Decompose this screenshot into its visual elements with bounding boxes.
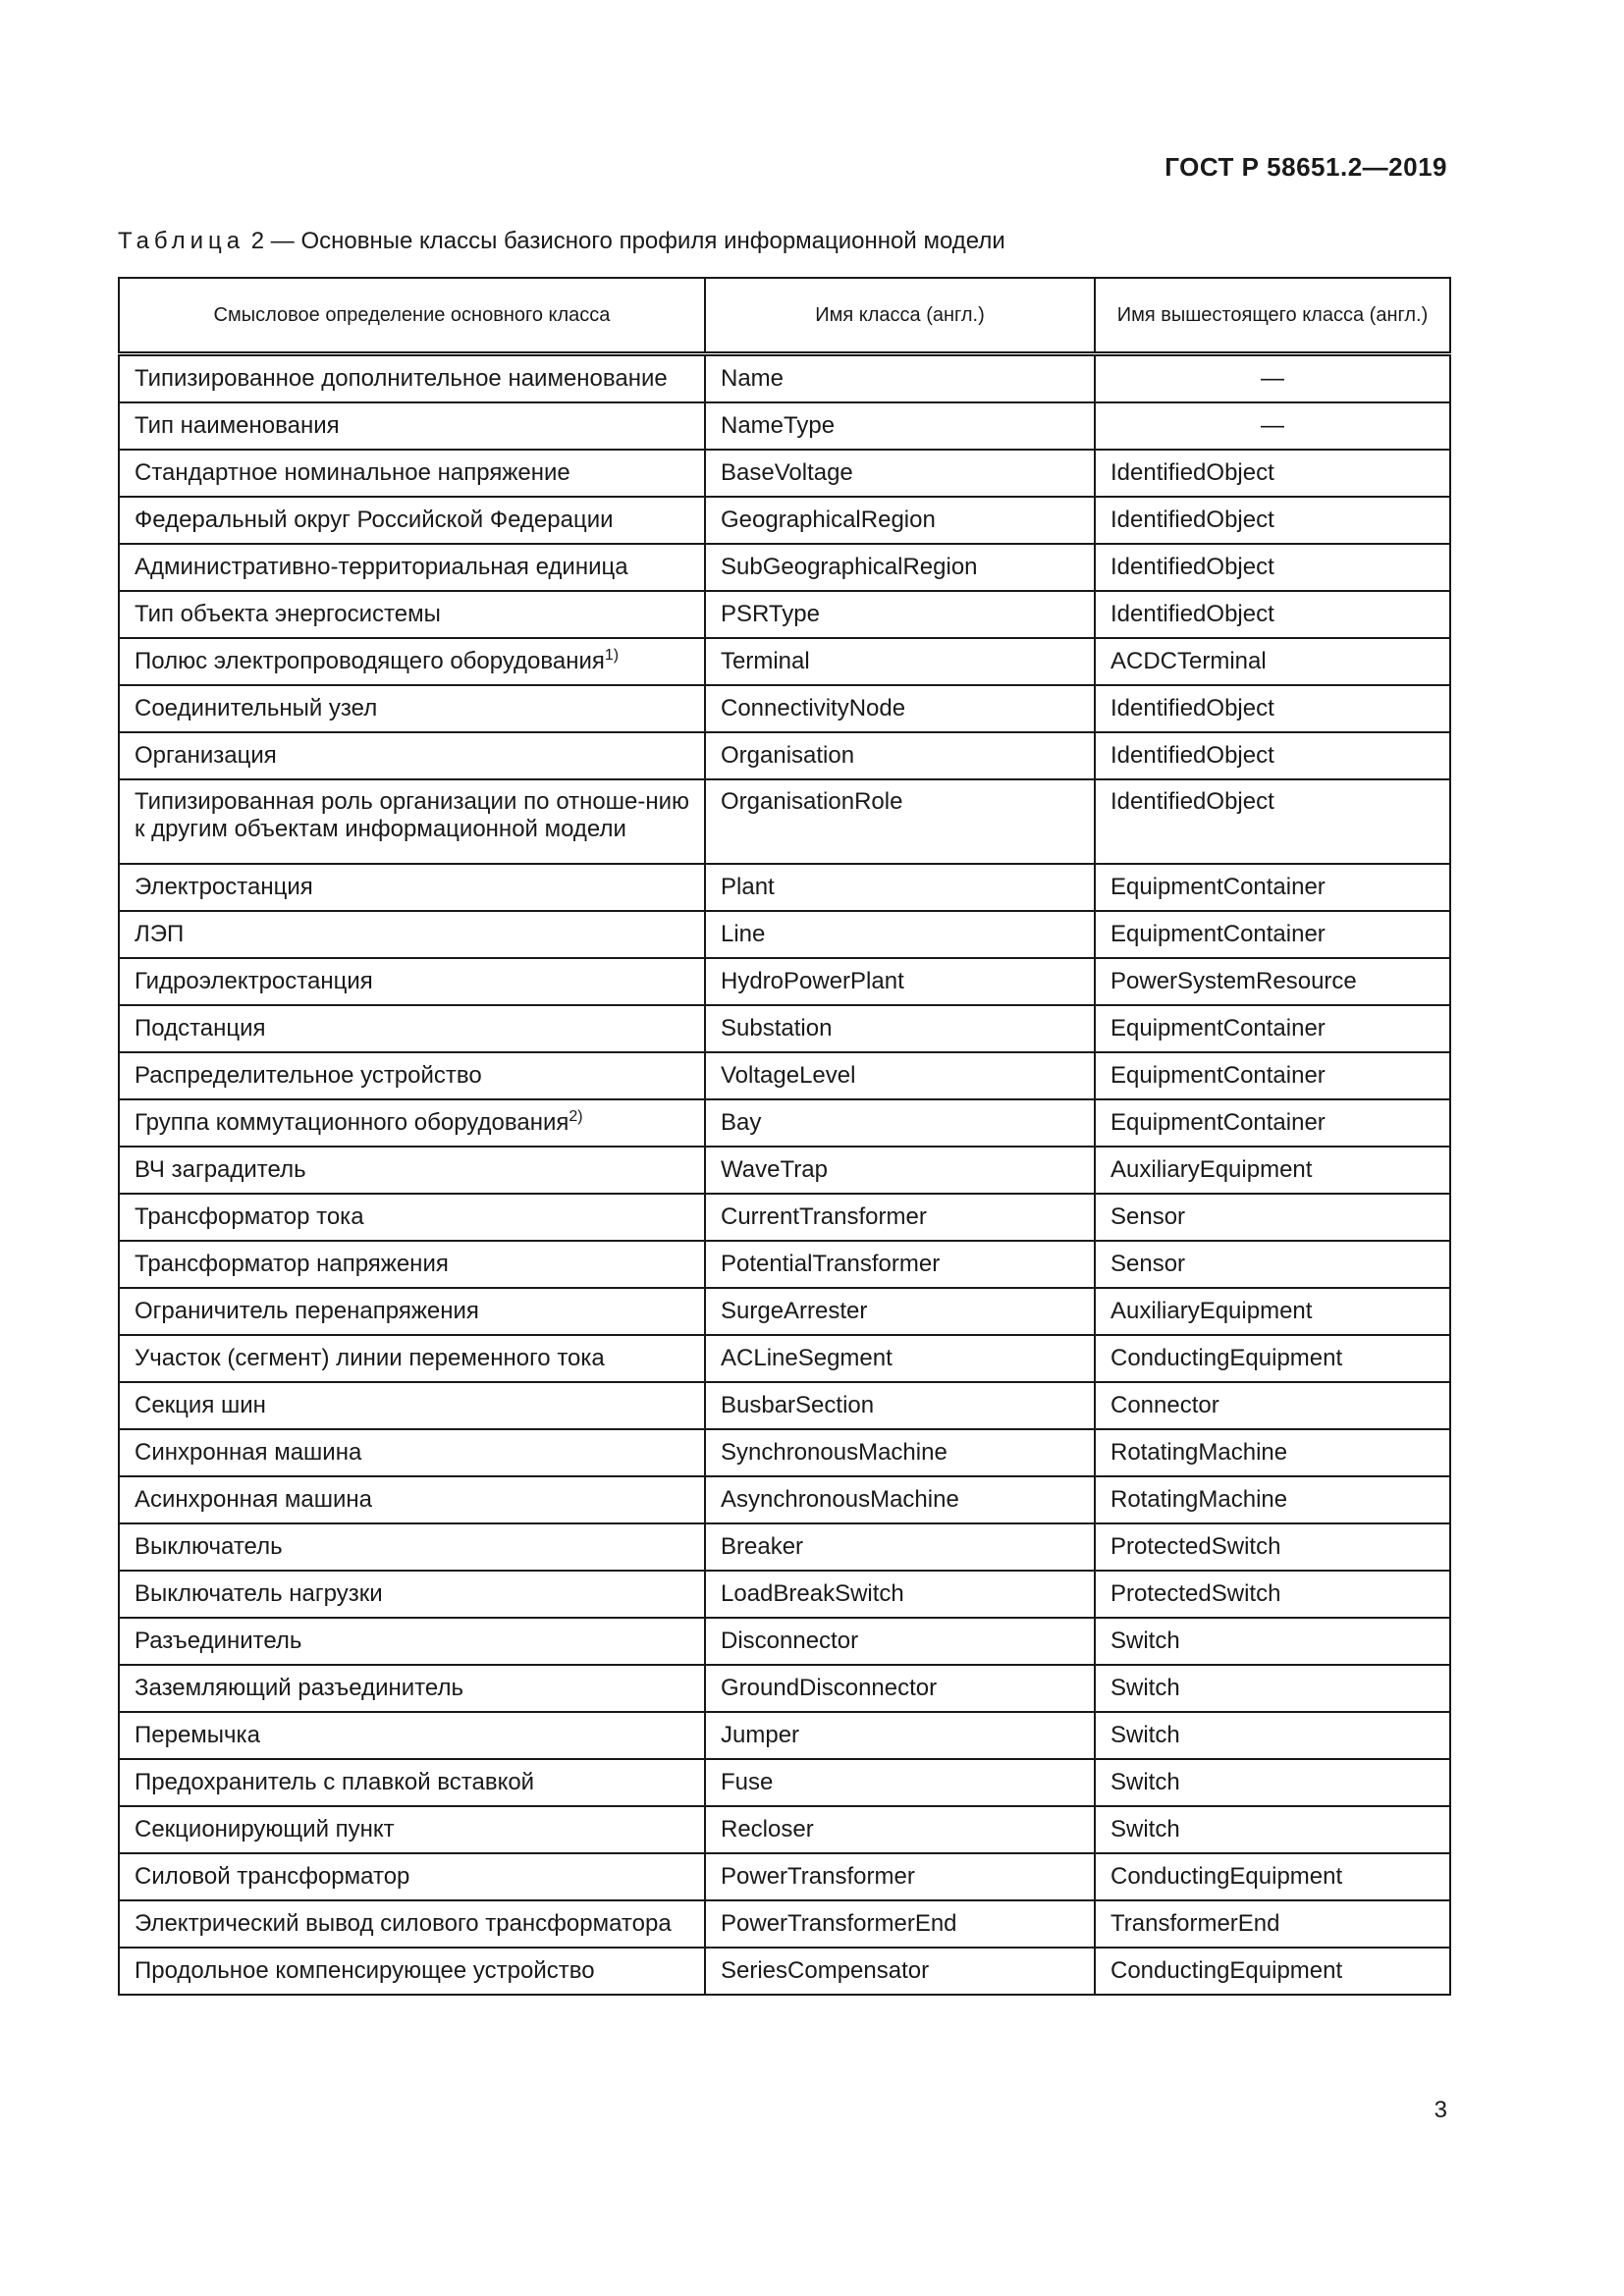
cell-parent-class: IdentifiedObject — [1095, 450, 1450, 497]
definition-text: Выключатель — [135, 1533, 283, 1560]
table-row — [119, 1712, 1450, 1759]
cell-definition — [119, 544, 705, 591]
cell-class-name: Bay — [705, 1099, 1095, 1147]
cell-definition — [119, 1429, 705, 1476]
table-row — [119, 402, 1450, 450]
cell-parent-class: Switch — [1095, 1806, 1450, 1853]
table-row — [119, 1194, 1450, 1241]
cell-definition — [119, 638, 705, 685]
table-row — [119, 1147, 1450, 1194]
definition-text: Административно-территориальная единица — [135, 554, 628, 580]
cell-class-name: Fuse — [705, 1759, 1095, 1806]
cell-parent-class: IdentifiedObject — [1095, 779, 1450, 864]
table-header-row — [119, 278, 1450, 354]
classes-table — [118, 277, 1451, 1996]
table-row — [119, 1005, 1450, 1052]
cell-definition — [119, 1241, 705, 1288]
table-row — [119, 1288, 1450, 1335]
cell-parent-class: Connector — [1095, 1382, 1450, 1429]
table-row — [119, 1523, 1450, 1571]
cell-definition — [119, 497, 705, 544]
cell-class-name: HydroPowerPlant — [705, 958, 1095, 1005]
definition-text: ЛЭП — [135, 921, 185, 947]
cell-class-name: SurgeArrester — [705, 1288, 1095, 1335]
cell-definition — [119, 1288, 705, 1335]
footnote-marker: 2) — [568, 1108, 583, 1125]
cell-definition — [119, 685, 705, 732]
table-row — [119, 591, 1450, 638]
table-row — [119, 354, 1450, 403]
cell-parent-class: PowerSystemResource — [1095, 958, 1450, 1005]
definition-text: Предохранитель с плавкой вставкой — [135, 1769, 535, 1795]
definition-text: Полюс электропроводящего оборудования — [135, 648, 605, 674]
cell-class-name: LoadBreakSwitch — [705, 1571, 1095, 1618]
cell-parent-class: EquipmentContainer — [1095, 1052, 1450, 1099]
definition-text: Продольное компенсирующее устройство — [135, 1957, 595, 1984]
table-row — [119, 1665, 1450, 1712]
cell-parent-class: ConductingEquipment — [1095, 1335, 1450, 1382]
cell-class-name: AsynchronousMachine — [705, 1476, 1095, 1523]
cell-definition — [119, 1099, 705, 1147]
table-row — [119, 1052, 1450, 1099]
cell-class-name: PSRType — [705, 591, 1095, 638]
document-header: ГОСТ Р 58651.2—2019 — [1164, 152, 1447, 182]
table-row — [119, 1618, 1450, 1665]
cell-definition — [119, 1759, 705, 1806]
table-row — [119, 1571, 1450, 1618]
cell-class-name: Recloser — [705, 1806, 1095, 1853]
cell-class-name: Organisation — [705, 732, 1095, 779]
cell-definition — [119, 1476, 705, 1523]
table-row — [119, 1806, 1450, 1853]
cell-definition — [119, 1571, 705, 1618]
table-row — [119, 638, 1450, 685]
cell-definition — [119, 958, 705, 1005]
cell-parent-class: EquipmentContainer — [1095, 1099, 1450, 1147]
definition-text: Электрический вывод силового трансформатора — [135, 1910, 672, 1937]
cell-class-name: PotentialTransformer — [705, 1241, 1095, 1288]
caption-text: 2 — Основные классы базисного профиля информационной модели — [244, 228, 1005, 254]
cell-parent-class: Switch — [1095, 1618, 1450, 1665]
definition-text: Типизированная роль организации по отноше-нию к другим объектам информационной модели — [135, 788, 689, 842]
cell-parent-class: IdentifiedObject — [1095, 591, 1450, 638]
cell-parent-class: RotatingMachine — [1095, 1476, 1450, 1523]
definition-text: Трансформатор тока — [135, 1203, 364, 1230]
cell-definition — [119, 1382, 705, 1429]
cell-parent-class: RotatingMachine — [1095, 1429, 1450, 1476]
cell-parent-class: — — [1095, 354, 1450, 403]
cell-definition — [119, 591, 705, 638]
cell-class-name: ConnectivityNode — [705, 685, 1095, 732]
caption-prefix: Таблица — [118, 228, 245, 254]
table-row — [119, 958, 1450, 1005]
definition-text: Секционирующий пункт — [135, 1816, 395, 1842]
definition-text: Ограничитель перенапряжения — [135, 1298, 479, 1324]
definition-text: Перемычка — [135, 1722, 260, 1748]
cell-parent-class: IdentifiedObject — [1095, 732, 1450, 779]
table-row — [119, 450, 1450, 497]
cell-definition — [119, 1712, 705, 1759]
cell-definition — [119, 402, 705, 450]
cell-class-name: Name — [705, 354, 1095, 403]
table-row — [119, 685, 1450, 732]
cell-definition — [119, 1665, 705, 1712]
cell-parent-class: Switch — [1095, 1759, 1450, 1806]
table-caption — [118, 228, 1005, 255]
table-row — [119, 1429, 1450, 1476]
cell-definition — [119, 354, 705, 403]
cell-parent-class: AuxiliaryEquipment — [1095, 1288, 1450, 1335]
cell-parent-class: IdentifiedObject — [1095, 544, 1450, 591]
cell-parent-class: IdentifiedObject — [1095, 685, 1450, 732]
table-row — [119, 497, 1450, 544]
table-row — [119, 1853, 1450, 1900]
definition-text: Трансформатор напряжения — [135, 1251, 449, 1277]
cell-class-name: SeriesCompensator — [705, 1948, 1095, 1995]
table-row — [119, 1241, 1450, 1288]
definition-text: Группа коммутационного оборудования — [135, 1109, 569, 1136]
cell-class-name: Plant — [705, 864, 1095, 911]
cell-class-name: GroundDisconnector — [705, 1665, 1095, 1712]
cell-definition — [119, 1335, 705, 1382]
table-body — [119, 354, 1450, 1996]
cell-class-name: VoltageLevel — [705, 1052, 1095, 1099]
definition-text: Стандартное номинальное напряжение — [135, 459, 570, 486]
cell-class-name: BaseVoltage — [705, 450, 1095, 497]
cell-definition — [119, 1806, 705, 1853]
cell-class-name: Substation — [705, 1005, 1095, 1052]
cell-parent-class: AuxiliaryEquipment — [1095, 1147, 1450, 1194]
cell-definition — [119, 1618, 705, 1665]
definition-text: Соединительный узел — [135, 695, 378, 721]
cell-parent-class: EquipmentContainer — [1095, 1005, 1450, 1052]
cell-parent-class: Sensor — [1095, 1194, 1450, 1241]
page-number: 3 — [1434, 2097, 1447, 2123]
cell-definition — [119, 450, 705, 497]
cell-definition — [119, 1948, 705, 1995]
cell-parent-class: ProtectedSwitch — [1095, 1571, 1450, 1618]
cell-definition — [119, 911, 705, 958]
definition-text: Секция шин — [135, 1392, 266, 1418]
definition-text: Организация — [135, 742, 277, 769]
cell-parent-class: TransformerEnd — [1095, 1900, 1450, 1948]
table-row — [119, 911, 1450, 958]
cell-definition — [119, 1900, 705, 1948]
cell-class-name: Line — [705, 911, 1095, 958]
cell-definition — [119, 864, 705, 911]
definition-text: Гидроэлектростанция — [135, 968, 373, 994]
cell-parent-class: ProtectedSwitch — [1095, 1523, 1450, 1571]
table-row — [119, 544, 1450, 591]
cell-parent-class: Sensor — [1095, 1241, 1450, 1288]
cell-class-name: Terminal — [705, 638, 1095, 685]
table-row — [119, 1948, 1450, 1995]
definition-text: Участок (сегмент) линии переменного тока — [135, 1345, 605, 1371]
definition-text: Синхронная машина — [135, 1439, 362, 1466]
cell-parent-class: Switch — [1095, 1665, 1450, 1712]
cell-definition — [119, 1194, 705, 1241]
cell-parent-class: EquipmentContainer — [1095, 911, 1450, 958]
table-row — [119, 1335, 1450, 1382]
cell-definition — [119, 779, 705, 864]
cell-parent-class: EquipmentContainer — [1095, 864, 1450, 911]
cell-parent-class: ConductingEquipment — [1095, 1853, 1450, 1900]
cell-class-name: GeographicalRegion — [705, 497, 1095, 544]
table-row — [119, 1476, 1450, 1523]
definition-text: Типизированное дополнительное наименование — [135, 365, 668, 392]
cell-definition — [119, 732, 705, 779]
table-row — [119, 1099, 1450, 1147]
definition-text: Тип наименования — [135, 412, 340, 439]
cell-class-name: Breaker — [705, 1523, 1095, 1571]
table-row — [119, 864, 1450, 911]
cell-parent-class: ACDCTerminal — [1095, 638, 1450, 685]
definition-text: Распределительное устройство — [135, 1062, 482, 1089]
cell-class-name: PowerTransformerEnd — [705, 1900, 1095, 1948]
cell-class-name: Disconnector — [705, 1618, 1095, 1665]
cell-parent-class: — — [1095, 402, 1450, 450]
cell-class-name: ACLineSegment — [705, 1335, 1095, 1382]
definition-text: Силовой трансформатор — [135, 1863, 410, 1890]
definition-text: Разъединитель — [135, 1628, 302, 1654]
column-header-definition: Смысловое определение основного класса — [119, 278, 705, 354]
definition-text: Тип объекта энергосистемы — [135, 601, 441, 627]
cell-parent-class: Switch — [1095, 1712, 1450, 1759]
definition-text: Электростанция — [135, 874, 313, 900]
definition-text: Заземляющий разъединитель — [135, 1675, 463, 1701]
cell-parent-class: IdentifiedObject — [1095, 497, 1450, 544]
table-row — [119, 732, 1450, 779]
cell-definition — [119, 1052, 705, 1099]
cell-class-name: BusbarSection — [705, 1382, 1095, 1429]
table-row — [119, 779, 1450, 864]
table-row — [119, 1382, 1450, 1429]
definition-text: ВЧ заградитель — [135, 1156, 306, 1183]
footnote-marker: 1) — [604, 647, 620, 664]
cell-class-name: SynchronousMachine — [705, 1429, 1095, 1476]
cell-class-name: Jumper — [705, 1712, 1095, 1759]
definition-text: Подстанция — [135, 1015, 266, 1041]
column-header-class-name: Имя класса (англ.) — [705, 278, 1095, 354]
column-header-parent-class: Имя вышестоящего класса (англ.) — [1095, 278, 1450, 354]
table-row — [119, 1900, 1450, 1948]
cell-class-name: SubGeographicalRegion — [705, 544, 1095, 591]
definition-text: Федеральный округ Российской Федерации — [135, 507, 614, 533]
cell-parent-class: ConductingEquipment — [1095, 1948, 1450, 1995]
definition-text: Асинхронная машина — [135, 1486, 372, 1513]
cell-class-name: OrganisationRole — [705, 779, 1095, 864]
cell-class-name: PowerTransformer — [705, 1853, 1095, 1900]
cell-class-name: CurrentTransformer — [705, 1194, 1095, 1241]
cell-definition — [119, 1523, 705, 1571]
cell-definition — [119, 1853, 705, 1900]
table-row — [119, 1759, 1450, 1806]
cell-definition — [119, 1005, 705, 1052]
cell-class-name: WaveTrap — [705, 1147, 1095, 1194]
cell-definition — [119, 1147, 705, 1194]
cell-class-name: NameType — [705, 402, 1095, 450]
definition-text: Выключатель нагрузки — [135, 1580, 383, 1607]
